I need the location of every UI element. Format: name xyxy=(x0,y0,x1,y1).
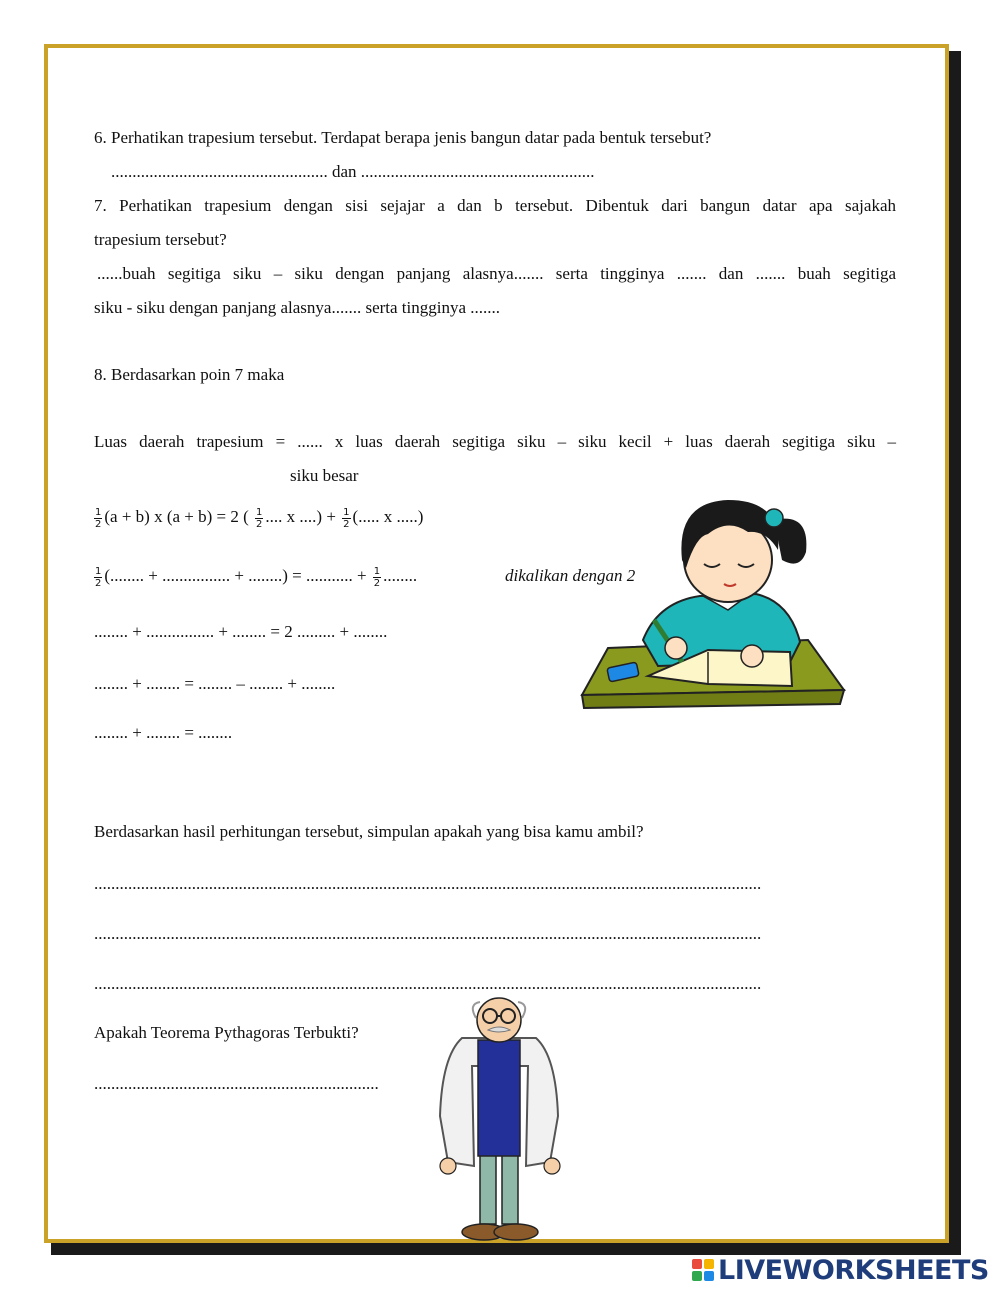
fraction-half: $\frac{1}{2}$ xyxy=(95,565,102,589)
equation-1[interactable]: $\frac{1}{2}$ (a + b) x (a + b) = 2 ( $\frac{1}{2}$ .... x ....) + $\frac{1}{2}$ (..... x .....) xyxy=(95,506,424,530)
fraction-half: $\frac{1}{2}$ xyxy=(373,565,381,589)
question-7-answer-line-1[interactable]: ......buah segitiga siku – siku dengan panjang alasnya....... serta tingginya ....... dan ....... buah segitiga xyxy=(97,264,896,283)
luas-formula-line-2: siku besar xyxy=(290,466,359,485)
conclusion-answer-line-1[interactable]: ............................................................................................................................................................. xyxy=(94,874,762,893)
fraction-half: $\frac{1}{2}$ xyxy=(343,506,350,530)
liveworksheets-logo xyxy=(692,1254,989,1286)
equation-2[interactable]: $\frac{1}{2}$ (........ + ................ + ........) = ........... + $\frac{1}{2}$ ........ xyxy=(95,565,418,589)
logo-text: LIVEWORKSHEETS xyxy=(718,1254,989,1286)
girl-writing-illustration xyxy=(578,490,846,712)
luas-formula-line-1: Luas daerah trapesium = ...... x luas daerah segitiga siku – siku kecil + luas daerah segitiga siku – xyxy=(94,432,896,451)
equation-4[interactable]: ........ + ........ = ........ – ........ + ........ xyxy=(94,674,336,693)
question-7-answer-line-2[interactable]: siku - siku dengan panjang alasnya....... serta tingginya ....... xyxy=(94,298,501,317)
fraction-half: $\frac{1}{2}$ xyxy=(95,506,102,530)
pythagoras-question: Apakah Teorema Pythagoras Terbukti? xyxy=(94,1023,359,1042)
question-7-line-2: trapesium tersebut? xyxy=(94,230,227,249)
conclusion-answer-line-2[interactable]: ............................................................................................................................................................. xyxy=(94,924,762,943)
equation-5[interactable]: ........ + ........ = ........ xyxy=(94,723,233,742)
question-6-answer-blank[interactable]: ................................................... dan ....................................................... xyxy=(111,162,595,181)
question-7-line-1: 7. Perhatikan trapesium dengan sisi sejajar a dan b tersebut. Dibentuk dari bangun datar apa sajakah xyxy=(94,196,896,215)
conclusion-answer-line-3[interactable]: ............................................................................................................................................................. xyxy=(94,974,762,993)
professor-illustration xyxy=(432,996,566,1246)
question-6: 6. Perhatikan trapesium tersebut. Terdapat berapa jenis bangun datar pada bentuk tersebut? xyxy=(94,128,712,147)
conclusion-question: Berdasarkan hasil perhitungan tersebut, simpulan apakah yang bisa kamu ambil? xyxy=(94,822,644,841)
fraction-half: $\frac{1}{2}$ xyxy=(256,506,263,530)
question-8: 8. Berdasarkan poin 7 maka xyxy=(94,365,285,384)
equation-3[interactable]: ........ + ................ + ........ = 2 ......... + ........ xyxy=(94,622,388,641)
logo-mark-icon xyxy=(692,1259,714,1281)
pythagoras-answer-blank[interactable]: ................................................................... xyxy=(94,1074,379,1093)
multiply-note: dikalikan dengan 2 xyxy=(505,566,636,585)
